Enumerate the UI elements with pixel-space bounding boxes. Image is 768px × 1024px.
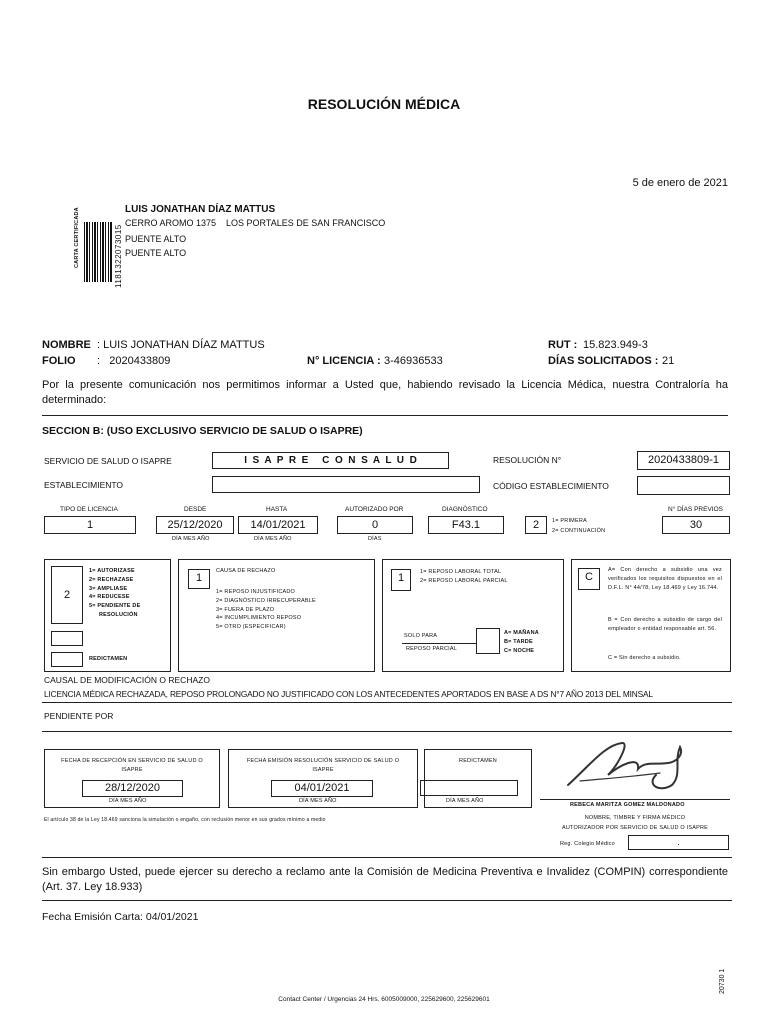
pendiente-label: PENDIENTE POR bbox=[44, 711, 114, 721]
section-b-heading: SECCION B: (USO EXCLUSIVO SERVICIO DE SALUD O ISAPRE) bbox=[42, 425, 363, 437]
redictamen-dma: DÍA MES AÑO bbox=[446, 798, 484, 804]
recepcion-dma: DÍA MES AÑO bbox=[109, 798, 147, 804]
previos-value: 30 bbox=[662, 516, 730, 534]
law-note: El artículo 38 de la Ley 18.469 sanciona la simulación o engaño, con reclusión menor en sus grados mínimo a medio bbox=[44, 817, 326, 823]
divider bbox=[42, 415, 728, 416]
continuacion-option: 2= CONTINUACIÓN bbox=[552, 528, 606, 534]
emision-label: FECHA EMISIÓN RESOLUCIÓN SERVICIO DE SALUD O ISAPRE bbox=[246, 758, 400, 773]
address-line1: CERRO AROMO 1375 LOS PORTALES DE SAN FRANCISCO bbox=[125, 218, 386, 228]
solo-para-line bbox=[402, 643, 476, 644]
redictamen-box bbox=[51, 652, 83, 667]
reg-colegio-label: Reg. Colegio Médico bbox=[560, 841, 615, 847]
side-code: 20730 1 bbox=[719, 968, 726, 994]
folio-label: FOLIO bbox=[42, 355, 76, 367]
causal-underline bbox=[42, 702, 732, 703]
fecha-emision-carta: Fecha Emisión Carta: 04/01/2021 bbox=[42, 911, 199, 923]
carta-certificada-label: CARTA CERTIFICADA bbox=[74, 207, 80, 268]
licencia-label: N° LICENCIA : bbox=[307, 355, 381, 367]
turno-options: A= MAÑANA B= TARDE C= NOCHE bbox=[504, 630, 539, 654]
signer-name: REBECA MARITZA GOMEZ MALDONADO bbox=[570, 802, 685, 808]
autorizado-label: AUTORIZADO POR bbox=[345, 506, 404, 513]
diagnostico-label: DIAGNÓSTICO bbox=[442, 506, 488, 513]
reposo-parcial-label: REPOSO PARCIAL bbox=[406, 646, 457, 652]
redictamen-date-field bbox=[420, 780, 518, 796]
subsidio-a-text: A= Con derecho a subsidio una vez verificados los requisitos dispuestos en el D.F.L. N° 44/78, Ley 18.469 y Ley 16.744. bbox=[608, 567, 722, 591]
signature-caption-2: AUTORIZADOR POR SERVICIO DE SALUD O ISAPRE bbox=[561, 825, 709, 831]
causa-options: 1= REPOSO INJUSTIFICADO 2= DIAGNÓSTICO IRRECUPERABLE 3= FUERA DE PLAZO 4= INCUMPLIMIENTO REPOSO 5= OTRO (ESPECIFICAR) bbox=[216, 589, 316, 631]
decision-value: 2 bbox=[51, 566, 83, 624]
signature-caption-1: NOMBRE, TIMBRE Y FIRMA MÉDICO bbox=[584, 815, 686, 821]
folio-value: : 2020433809 bbox=[97, 355, 171, 367]
subsidio-value: C bbox=[578, 568, 600, 590]
reposo-value: 1 bbox=[391, 569, 411, 591]
primera-value: 2 bbox=[525, 516, 547, 534]
redictamen-date-label: REDICTAMEN bbox=[459, 758, 497, 764]
primera-option: 1= PRIMERA bbox=[552, 518, 587, 524]
codigo-label: CÓDIGO ESTABLECIMIENTO bbox=[493, 481, 609, 491]
causa-title: CAUSA DE RECHAZO bbox=[216, 568, 276, 574]
address-line2: PUENTE ALTO bbox=[125, 234, 187, 244]
emision-value: 04/01/2021 bbox=[271, 780, 373, 797]
hasta-label: HASTA bbox=[266, 506, 288, 513]
solo-para-label: SOLO PARA bbox=[404, 633, 438, 639]
rut-label: RUT : bbox=[548, 339, 578, 351]
causal-label: CAUSAL DE MODIFICACIÓN O RECHAZO bbox=[44, 675, 210, 685]
footer-contact: Contact Center / Urgencias 24 Hrs. 6005009000, 225629600, 225629601 bbox=[278, 996, 490, 1003]
document-date: 5 de enero de 2021 bbox=[632, 177, 728, 189]
recepcion-value: 28/12/2020 bbox=[82, 780, 183, 797]
turno-box bbox=[476, 628, 500, 654]
barcode-icon bbox=[84, 222, 112, 282]
rut-value: 15.823.949-3 bbox=[583, 339, 648, 351]
redictamen-label: REDICTAMEN bbox=[89, 656, 128, 662]
hasta-dma: DÍA MES AÑO bbox=[254, 536, 292, 542]
autorizado-value: 0 bbox=[337, 516, 413, 534]
resolucion-value: 2020433809-1 bbox=[637, 451, 730, 470]
causa-value: 1 bbox=[188, 569, 210, 589]
desde-value: 25/12/2020 bbox=[156, 516, 234, 534]
dias-solicitados-value: 21 bbox=[662, 355, 675, 367]
desde-label: DESDE bbox=[184, 506, 207, 513]
resolucion-label: RESOLUCIÓN N° bbox=[493, 455, 562, 465]
codigo-field bbox=[637, 476, 730, 495]
reposo-options: 1= REPOSO LABORAL TOTAL 2= REPOSO LABORAL PARCIAL bbox=[420, 569, 508, 584]
establecimiento-field bbox=[212, 476, 480, 493]
divider-bottom bbox=[42, 857, 732, 858]
dias-solicitados-label: DÍAS SOLICITADOS : bbox=[548, 355, 659, 367]
servicio-value: I S A P R E C O N S A L U D bbox=[212, 452, 449, 469]
tipo-value: 1 bbox=[44, 516, 136, 534]
diagnostico-value: F43.1 bbox=[428, 516, 504, 534]
previos-label: N° DÍAS PREVIOS bbox=[668, 506, 723, 513]
barcode-number: 1181322073015 bbox=[114, 224, 123, 288]
divider-after-reclamo bbox=[42, 900, 732, 901]
recepcion-label: FECHA DE RECEPCIÓN EN SERVICIO DE SALUD O ISAPRE bbox=[61, 758, 203, 773]
signature-line bbox=[540, 799, 730, 800]
establecimiento-label: ESTABLECIMIENTO bbox=[44, 480, 124, 490]
signature-image bbox=[560, 735, 710, 800]
servicio-label: SERVICIO DE SALUD O ISAPRE bbox=[44, 456, 172, 466]
intro-paragraph: Por la presente comunicación nos permitimos informar a Usted que, habiendo revisado la Licencia Médica, nuestra Contraloría ha determinado: bbox=[42, 379, 728, 406]
document-title: RESOLUCIÓN MÉDICA bbox=[307, 96, 461, 112]
hasta-value: 14/01/2021 bbox=[238, 516, 318, 534]
subsidio-c-text: C = Sin derecho a subsidio. bbox=[608, 655, 681, 661]
reclamo-paragraph: Sin embargo Usted, puede ejercer su derecho a reclamo ante la Comisión de Medicina Preventiva e Invalidez (COMPIN) correspondiente (Art. 37. Ley 18.933) bbox=[42, 866, 728, 893]
tipo-label: TIPO DE LICENCIA bbox=[60, 506, 118, 513]
nombre-label: NOMBRE bbox=[42, 339, 91, 351]
licencia-value: 3-46936533 bbox=[384, 355, 443, 367]
reg-colegio-value: . bbox=[628, 835, 729, 850]
nombre-value: : LUIS JONATHAN DÍAZ MATTUS bbox=[97, 339, 265, 351]
decision-options: 1= AUTORIZASE 2= RECHAZASE 3= AMPLIASE 4= REDUCESE 5= PENDIENTE DE RESOLUCIÓN bbox=[89, 568, 141, 618]
address-name: LUIS JONATHAN DÍAZ MATTUS bbox=[125, 204, 276, 215]
subsidio-b-text: B = Con derecho a subsidio de cargo del empleador o entidad responsable art. 56. bbox=[608, 617, 722, 632]
pendiente-line bbox=[42, 731, 732, 732]
address-line3: PUENTE ALTO bbox=[125, 248, 187, 258]
causal-text: LICENCIA MÉDICA RECHAZADA, REPOSO PROLONGADO NO JUSTIFICADO CON LOS ANTECEDENTES APORTADOS EN BASE A DS N°7 AÑO 2013 DEL MINSAL bbox=[44, 689, 653, 699]
decision-blank bbox=[51, 631, 83, 646]
desde-dma: DÍA MES AÑO bbox=[172, 536, 210, 542]
emision-dma: DÍA MES AÑO bbox=[299, 798, 337, 804]
dias-sub: DÍAS bbox=[368, 536, 382, 542]
